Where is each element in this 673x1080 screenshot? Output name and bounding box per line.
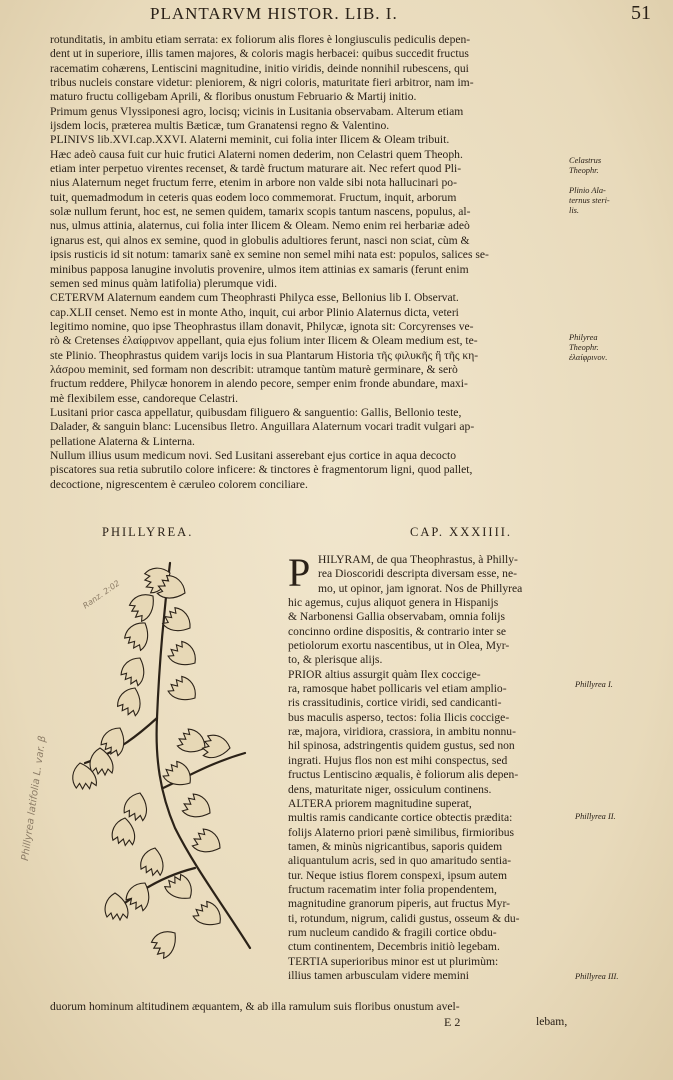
text-line: bus maculis asperso, tectos: folia Ilicis coccige- xyxy=(288,710,510,724)
margin-note-line: Plinio Ala- xyxy=(569,186,606,195)
text-line: legitimo nomine, quo ipse Theophrastus illam donavit, Philycæ, ignota sit: Corcyrenses ve- xyxy=(50,319,474,333)
text-line: fructus Lentiscino æqualis, è foliorum alis depen- xyxy=(288,768,519,782)
text-line: hic agemus, cujus aliquot genera in Hispanijs xyxy=(288,596,499,610)
text-line: nus, ulmus attinia, alaternus, cui folia inter Ilicem & Oleam. Nemo enim rei herbariæ adeò xyxy=(50,219,470,233)
text-line: racematim cohærens, Lentiscini magnitudine, initio viridis, deinde nonnihil rubescens, qui xyxy=(50,61,469,75)
text-line: rò & Cretenses ἐλαίφρινον appellant, quia ejus folium inter Ilicem & Oleam medium est, te- xyxy=(50,334,478,348)
text-line: tamen, & minùs nigricantibus, saporis quidem xyxy=(288,839,503,853)
leaf-group xyxy=(70,564,232,961)
text-line: tur. Neque istius florem conspexi, ipsum autem xyxy=(288,868,507,882)
margin-note-line: ternus steri- xyxy=(569,196,610,205)
leaf xyxy=(138,845,167,877)
text-line: PLINIVS lib.XVI.cap.XXVI. Alaterni meminit, cui folia inter Ilicem & Oleam tribuit. xyxy=(50,133,450,147)
text-line: & Narbonensi Gallia observabam, omnia folijs xyxy=(288,610,506,624)
text-line: tuit, quemadmodum in ceteris quas eodem loco commemorat. Fructum, inquit, arborum xyxy=(50,190,457,204)
section-title: PHILLYREA. xyxy=(102,525,194,539)
top-text-block xyxy=(50,33,566,492)
margin-note-line: Philyrea xyxy=(569,333,598,342)
text-line: dens, maturitate niger, ossiculum continens. xyxy=(288,782,492,796)
leaf xyxy=(118,653,151,688)
text-line: pellatione Alaterna & Linterna. xyxy=(50,434,195,448)
drop-cap: P xyxy=(288,550,311,595)
margin-note-phillyrea-3: Phillyrea III. xyxy=(575,972,619,981)
text-line: mè flexibilem esse, candoreque Celastri. xyxy=(50,391,239,405)
leaf xyxy=(115,684,147,718)
text-line: solæ nullum ferunt, hoc est, ne semen quidem, tamarix scopis tantum nascens, populus, al- xyxy=(50,205,471,219)
text-line: ra, ramosque habet pollicaris vel etiam amplio- xyxy=(288,682,507,696)
text-line: to, & plerisque alijs. xyxy=(288,653,383,667)
leaf xyxy=(111,816,138,847)
text-line: ijsdem locis, præterea multis Bæticæ, tum Granatensi regno & Valentino. xyxy=(50,119,390,133)
text-line: maturo fructu colligebam Aprili, & floribus onustum Februario & Martij initio. xyxy=(50,90,417,104)
text-line: ctum continentem, Decembris initiò legebam. xyxy=(288,940,500,954)
text-line: ALTERA priorem magnitudine superat, xyxy=(288,796,472,810)
text-line: ste Plinio. Theophrastus quidem varijs locis in sua Plantarum Historia τῆς φιλυκῆς ἢ τῆς κη- xyxy=(50,348,479,362)
catchword: lebam, xyxy=(536,1015,568,1028)
text-line: cap.XLII censet. Nemo est in monte Atho, inquit, cui arbor Plinio Alaternus dicta, veteri xyxy=(50,305,459,319)
margin-note-phillyrea-2: Phillyrea II. xyxy=(575,812,616,821)
last-line: duorum hominum altitudinem æquantem, & ab illa ramulum suis floribus onustum avel- xyxy=(50,1000,460,1013)
leaf xyxy=(121,790,152,823)
text-line: multis ramis candicante cortice obtectis prædita: xyxy=(288,811,513,825)
text-line: rea Dioscoridi descripta diversam esse, ne- xyxy=(318,567,517,581)
pencil-annotation-small: Ranz. 2:02 xyxy=(81,578,122,611)
chapter-number: CAP. XXXIIII. xyxy=(410,525,513,539)
leaf xyxy=(148,925,183,960)
leaf xyxy=(180,791,215,824)
column-text-block xyxy=(288,550,570,983)
text-line: rum nucleum candido & fragili cortice obdu- xyxy=(288,925,497,939)
text-line: ipsis rusticis id sit notum: tamarix sanè ex semine non semel mihi nata est: populos, salices se- xyxy=(50,248,489,262)
leaf xyxy=(121,617,155,652)
phillyrea-woodcut-illustration xyxy=(45,548,295,968)
text-line: Lusitani prior casca appellatur, quibusdam filiguero & sanguentio: Gallis, Bellonio teste, xyxy=(50,405,462,419)
margin-note-philyrea xyxy=(569,333,607,363)
text-line: PRIOR altius assurgit quàm Ilex coccige- xyxy=(288,667,481,681)
margin-note-line: lis. xyxy=(569,206,580,215)
margin-note-phillyrea-1: Phillyrea I. xyxy=(575,680,613,689)
text-line: illius tamen arbusculam videre memini xyxy=(288,968,469,982)
text-line: semen sed minus quàm latifolia) plerumque vidi. xyxy=(50,276,277,290)
text-line: dent ut in superiore, illis tamen majores, & coloris magis herbacei: quibus succedit fructus xyxy=(50,47,469,61)
text-line: Nullum illius usum medicum novi. Sed Lusitani asserebant ejus cortice in aqua decocto xyxy=(50,448,457,462)
running-head: PLANTARVM HISTOR. LIB. I. xyxy=(150,4,398,23)
text-line: ingrati. Hujus flos non est mihi conspectus, sed xyxy=(288,753,508,767)
text-line: aliquantulum acris, sed in quo amaritudo sentia- xyxy=(288,854,512,868)
leaf xyxy=(190,826,225,859)
text-line: nius Alaternum neget fructum ferre, etenim in arbore non valde sibi nota hallucinari po- xyxy=(50,176,457,190)
leaf xyxy=(105,893,128,920)
text-line: piscatores sua retia subrutilo colore inficere: & tinctores è fragmentorum ligni, quod pallet, xyxy=(50,463,473,477)
text-line: folijs Alaterno priori pænè similibus, firmioribus xyxy=(288,825,515,839)
margin-note-plinio xyxy=(569,186,610,216)
margin-note-line: Celastrus xyxy=(569,156,602,165)
margin-note-line: Theophr. xyxy=(569,166,599,175)
margin-note-celastrus xyxy=(569,156,601,176)
text-line: mo, ut opinor, jam ignorat. Nos de Phillyrea xyxy=(318,581,523,595)
leaf xyxy=(166,673,201,708)
text-line: etiam inter perpetuo virentes recenset, & tardè fructum maturare ait. Nec refert quod Pli- xyxy=(50,162,462,176)
text-line: tribus nucleis constare videtur: pleniorem, & nigri coloris, maturitate fieri arbitror, nam im- xyxy=(50,76,474,90)
leaf xyxy=(201,734,232,761)
text-line: decoctione, nigrescentem è cæruleo colorem conciliare. xyxy=(50,477,308,491)
leaf xyxy=(126,588,161,623)
text-line: minibus papposa lanugine involutis provenire, ulmos item attinias ex samaris (ferunt enim xyxy=(50,262,469,276)
margin-note-line: ἐλαίφρινον. xyxy=(569,353,608,362)
signature-mark: E 2 xyxy=(444,1015,461,1029)
margin-note-line: Theophr. xyxy=(569,343,599,352)
text-line: ti, rotundum, nigrum, calidi gustus, osseum & du- xyxy=(288,911,520,925)
text-line: concinno ordine dispositis, & contrario inter se xyxy=(288,624,506,638)
text-line: ignarus est, qui alnos ex semine, quod in globulis adultiores ferunt, nasci non sciat, cùm & xyxy=(50,233,470,247)
text-line: HILYRAM, de qua Theophrastus, à Philly- xyxy=(318,553,518,566)
text-line: hil spinosa, adstringentis quidem gustus, sed non xyxy=(288,739,515,753)
text-line: fructum reddere, Philycæ honorem in alendo pecore, semper enim fronde abundare, maxi- xyxy=(50,377,468,391)
leaf xyxy=(123,878,156,913)
text-line: Dalader, & sanguin blanc: Lucensibus Iletro. Anguillara Alaternum vocari tradit vulgari ap- xyxy=(50,420,475,434)
page-number: 51 xyxy=(631,2,651,24)
text-line: petiolorum exortu nascentibus, ut in Olea, Myr- xyxy=(288,639,510,653)
text-line: fructum racematim inter folia propendentem, xyxy=(288,882,497,896)
pencil-annotation: Phillyrea latifolia L. var. β xyxy=(20,735,49,862)
text-line: TERTIA superioribus minor est ut plurimùm: xyxy=(288,954,499,968)
text-line: λάσρου meminit, sed formam non describit: utramque tantùm maturè germinare, & serò xyxy=(50,362,458,376)
text-line: ris crassitudinis, cortice viridi, sed candicanti- xyxy=(288,696,502,710)
text-line: CETERVM Alaternum eandem cum Theophrasti Philyca esse, Bellonius lib I. Observat. xyxy=(50,291,459,305)
text-line: magnitudine granorum piperis, aut fructus Myr- xyxy=(288,897,510,911)
text-line: Primum genus Vlyssiponesi agro, locisq; vicinis in Lusitania observabam. Alterum etiam xyxy=(50,104,464,118)
text-line: ræ, majora, viridiora, crassiora, in ambitu nonnu- xyxy=(288,725,516,739)
text-line: rotunditatis, in ambitu etiam serrata: ex foliorum alis flores è longiusculis pediculis depen- xyxy=(50,33,471,46)
leaf xyxy=(166,638,201,673)
text-line: Hæc adeò causa fuit cur huic frutici Alaterni nomen dederim, non Celastri quem Theoph. xyxy=(50,147,463,161)
